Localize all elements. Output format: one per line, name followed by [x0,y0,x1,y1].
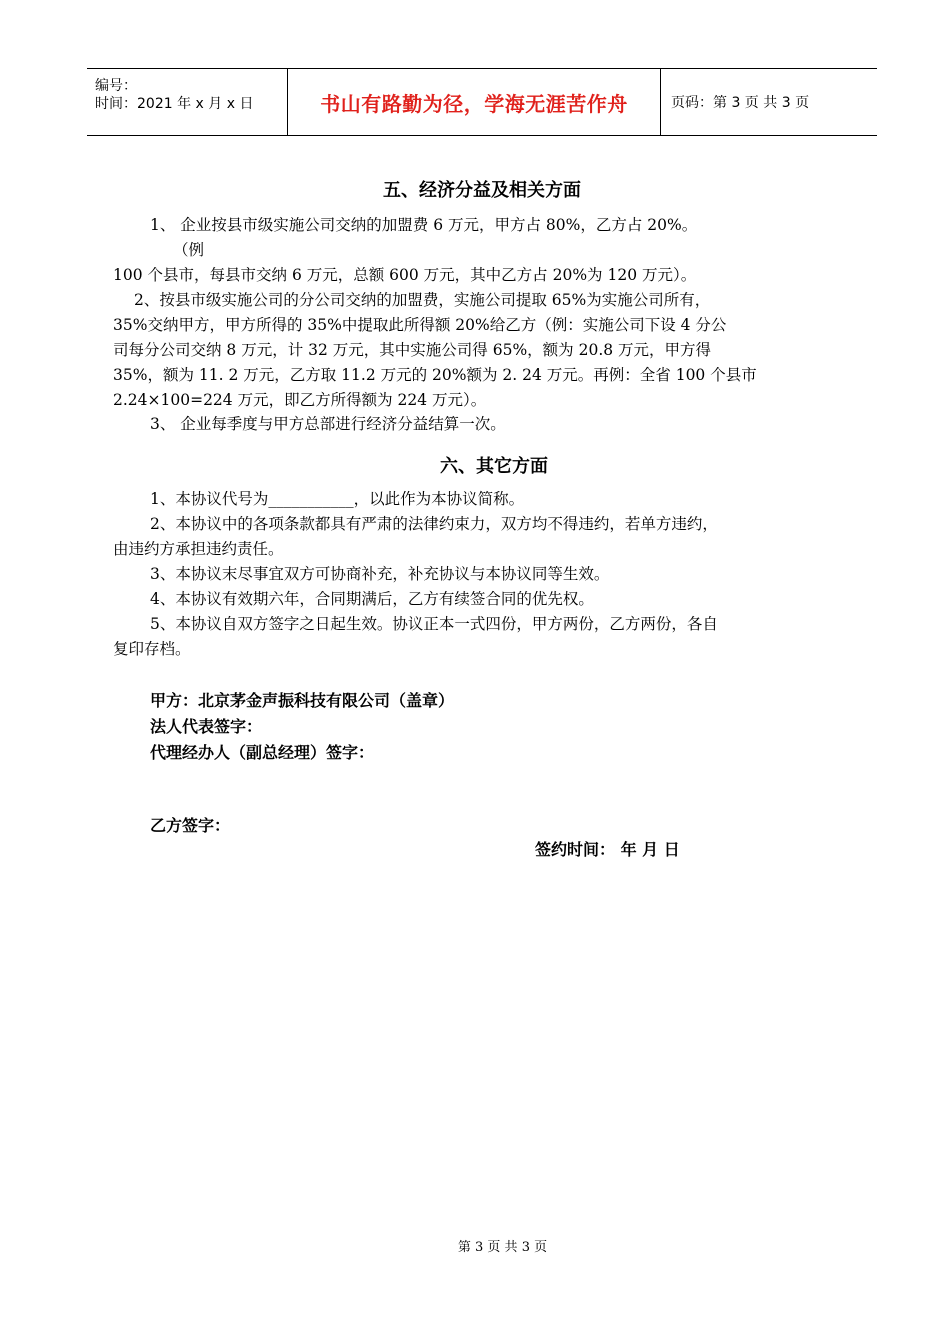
page-label: 页码：第 3 页 共 3 页 [671,95,810,111]
section6-line: 5、本协议自双方签字之日起生效。协议正本一式四份，甲方两份，乙方两份，各自 [150,615,718,633]
page-header [87,68,877,136]
section6-line: 复印存档。 [113,640,191,658]
header-meta [87,69,287,135]
page-footer: 第 3 页 共 3 页 [457,1240,548,1255]
section5-line: 2、按县市级实施公司的分公司交纳的加盟费，实施公司提取 65%为实施公司所有， [134,291,711,309]
section5-line: 2.24×100=224 万元，即乙方所得额为 224 万元）。 [113,391,487,409]
header-motto [287,69,661,135]
section6-line: 由违约方承担违约责任。 [113,540,284,558]
section5-line: 3、 企业每季度与甲方总部进行经济分益结算一次。 [150,415,506,433]
agent-signature: 代理经办人（副总经理）签字： [150,743,375,762]
section5-line: 100 个县市，每县市交纳 6 万元，总额 600 万元，其中乙方占 20%为 120 万元）。 [113,266,697,284]
section6-line: 1、本协议代号为___________，以此作为本协议简称。 [150,490,525,508]
section5-line: （例 [173,241,205,259]
section6-line: 2、本协议中的各项条款都具有严肃的法律约束力，双方均不得违约，若单方违约， [150,515,718,533]
section6-line: 4、本协议有效期六年，合同期满后，乙方有续签合同的优先权。 [150,590,594,608]
party-a-label: 甲方：北京茅金声振科技有限公司（盖章） [150,691,455,710]
section6-line: 3、本协议末尽事宜双方可协商补充，补充协议与本协议同等生效。 [150,565,610,583]
section5-line: 35%，额为 11. 2 万元，乙方取 11.2 万元的 20%额为 2. 24 万元。再例：全省 100 个县市 [113,366,757,384]
section5-title: 五、经济分益及相关方面 [383,180,581,201]
section5-line: 35%交纳甲方，甲方所得的 35%中提取此所得额 20%给乙方（例：实施公司下设 4 分公 [113,316,727,334]
party-b-signature: 乙方签字： [150,816,231,835]
sign-date: 签约时间： 年 月 日 [535,840,680,859]
section5-line: 司每分公司交纳 8 万元，计 32 万元，其中实施公司得 65%，额为 20.8 万元，甲方得 [113,341,712,359]
section6-title: 六、其它方面 [440,456,548,477]
legal-rep-signature: 法人代表签字： [150,717,263,736]
section5-line: 1、 企业按县市级实施公司交纳的加盟费 6 万元，甲方占 80%，乙方占 20%。 [150,216,698,234]
header-page-info [661,69,877,135]
serial-label: 编号： [95,78,137,94]
motto-text: 书山有路勤为径，学海无涯苦作舟 [320,91,628,116]
time-label: 时间：2021 年 x 月 x 日 [95,96,254,112]
